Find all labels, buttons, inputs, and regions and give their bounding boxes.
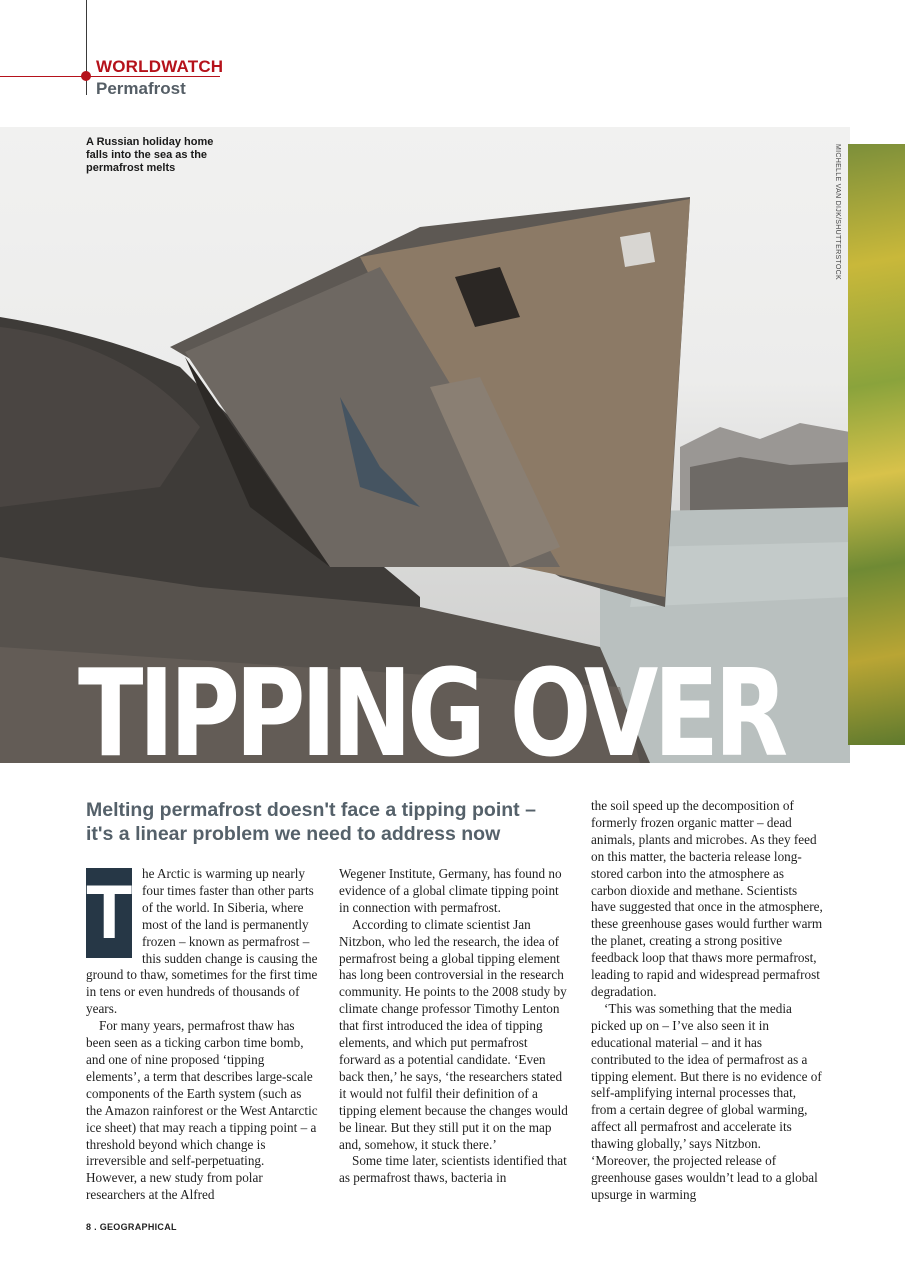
paragraph: Wegener Institute, Germany, has found no evidence of a global climate tipping point in connection with permafrost. — [339, 866, 562, 915]
article-column-3 — [591, 798, 823, 1204]
photo-credit: MICHELLE VAN DIJK/SHUTTERSTOCK — [834, 144, 841, 280]
section-label: WORLDWATCH — [96, 57, 224, 76]
photo-caption: A Russian holiday home falls into the sea as the permafrost melts — [86, 136, 214, 174]
paragraph: he Arctic is warming up nearly four times faster than other parts of the world. In Siberia, where most of the land is permanently frozen – known as permafrost – this sudden change is causing the ground to thaw, sometimes for the first time in tens or even hundreds of thousands of years. — [86, 866, 318, 1017]
gable-vent — [620, 232, 655, 267]
paragraph: According to climate scientist Jan Nitzbon, who led the research, the idea of permafrost being a global tipping element has long been controversial in the research community. He points to the 2008 study by climate change professor Timothy Lenton that first introduced the idea of tipping elements, and which put permafrost forward as a potential candidate. ‘Even back then,’ he says, ‘the researchers stated it would not fulfil their definition of a tipping element because the changes would be linear. But they still put it on the map and, somehow, it stuck there.’ — [339, 916, 568, 1152]
paragraph: ‘This was something that the media picked up on – I’ve also seen it in educational material – and it has contributed to the idea of permafrost as a tipping element. But there is no evidence of self-amplifying internal processes that, from a certain degree of global warming, affect all permafrost and accelerate its thawing globally,’ says Nitzbon. ‘Moreover, the projected release of greenhouse gases wouldn’t lead to a global upsurge in warming — [591, 1000, 822, 1202]
paragraph: Some time later, scientists identified that as permafrost thaws, bacteria in — [339, 1153, 567, 1186]
paragraph: For many years, permafrost thaw has been seen as a ticking carbon time bomb, and one of nine proposed ‘tipping elements’, a term that describes large-scale components of the Earth system (such as the Amazon rainforest or the West Antarctic ice sheet) that may reach a tipping point – a threshold beyond which change is irreversible and self-perpetuating. However, a new study from polar researchers at the Alfred — [86, 1018, 318, 1203]
header-rule-dot — [81, 71, 91, 81]
paragraph: the soil speed up the decomposition of formerly frozen organic matter – dead animals, plants and microbes. As they feed on this matter, the bacteria release long-stored carbon into the atmosphere as carbon dioxide and methane. Scientists have suggested that once in the atmosphere, these greenhouse gases would further warm the planet, creating a strong positive feedback loop that thaws more permafrost, leading to rapid and widespread permafrost degradation. — [591, 798, 823, 999]
article-column-1 — [86, 866, 318, 1204]
headline: TIPPING OVER — [78, 645, 784, 784]
standfirst: Melting permafrost doesn't face a tipping point – it's a linear problem we need to address now — [86, 799, 536, 845]
subsection-label: Permafrost — [96, 79, 186, 98]
page-folio: 8 . GEOGRAPHICAL — [86, 1222, 177, 1232]
drop-cap: T — [86, 868, 132, 958]
article-column-2 — [339, 866, 571, 1187]
inset-moss-photo — [848, 144, 905, 745]
